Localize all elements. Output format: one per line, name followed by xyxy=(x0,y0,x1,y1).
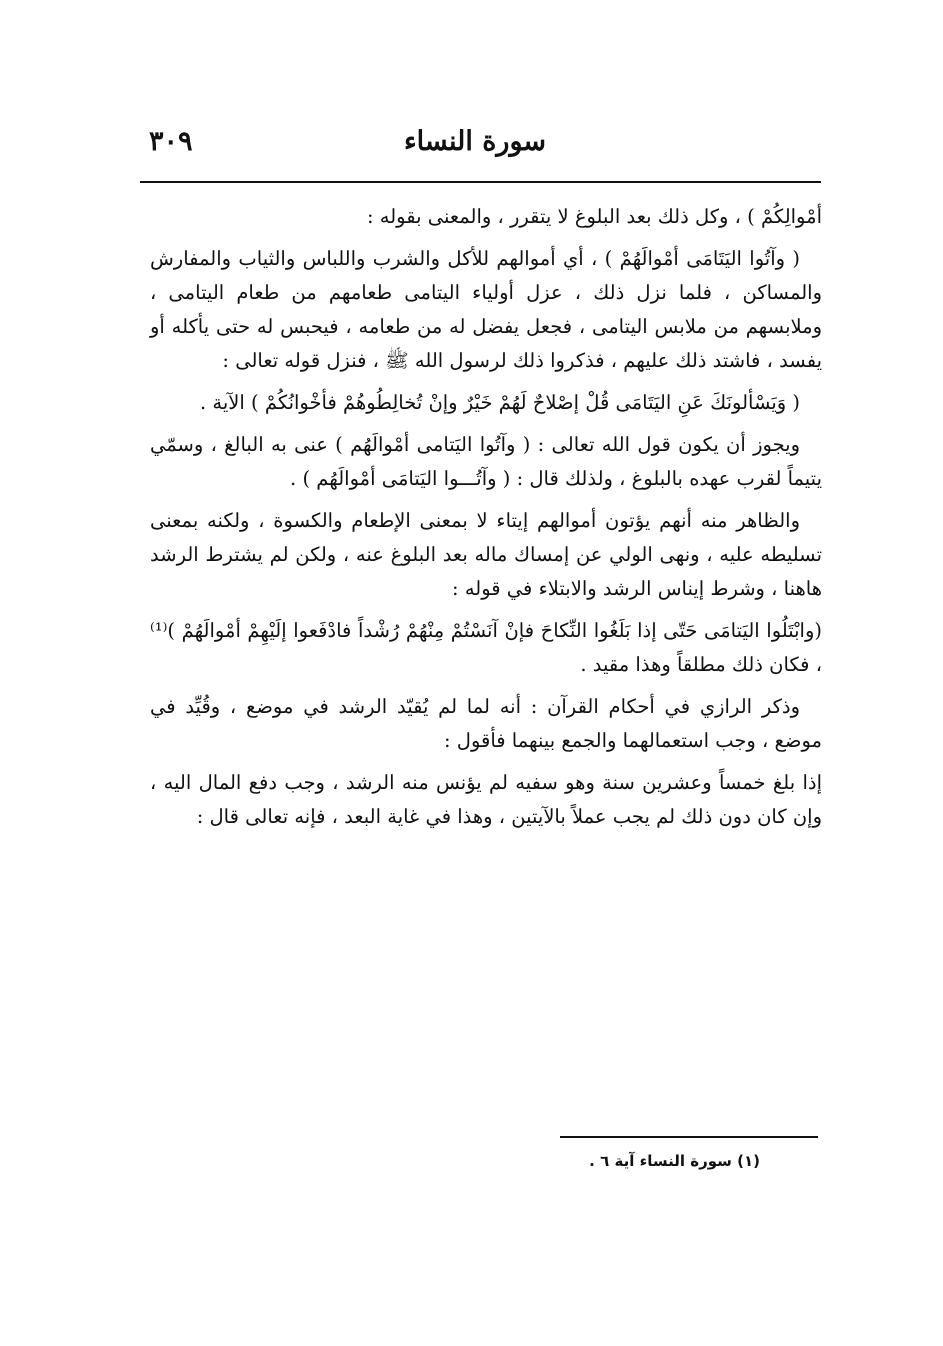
page-header xyxy=(125,118,825,178)
paragraph: والظاهر منه أنهم يؤتون أموالهم إيتاء لا بمعنى الإطعام والكسوة ، ولكنه بمعنى تسليطه عليه ، ونهى الولي عن إمساك ماله بعد البلوغ عنه ، ولكن لم يشترط الرشد هاهنا ، وشرط إيناس الرشد والابتلاء في قوله : xyxy=(150,509,822,600)
quran-verse-paragraph: (وابْتَلُوا اليَتامَى حَتّى إذا بَلَغُوا النِّكاحَ فإنْ آنَسْتُمْ مِنْهُمْ رُشْداً فادْفَعوا إلَيْهِمْ أمْوالَهُمْ )⁽¹⁾ ، فكان ذلك مطلقاً وهذا مقيد . xyxy=(150,619,822,676)
paragraph: إذا بلغ خمساً وعشرين سنة وهو سفيه لم يؤنس منه الرشد ، وجب دفع المال اليه ، وإن كان دون ذلك لم يجب عملاً بالآيتين ، وهذا في غاية البعد ، فإنه تعالى قال : xyxy=(150,771,822,828)
quran-verse-paragraph: ( وَيَسْألونَكَ عَنِ اليَتَامَى قُلْ إصْلاحٌ لَهُمْ خَيْرٌ وإنْ تُخالِطُوهُمْ فأخْوانُكُمْ ) الآية . xyxy=(200,391,800,414)
paragraph: ويجوز أن يكون قول الله تعالى : ( وآتُوا اليَتامى أمْوالَهُم ) عنى به البالغ ، وسمّي يتيماً لقرب عهده بالبلوغ ، ولذلك قال : ( وآتُـــوا اليَتامَى أمْوالَهُم ) . xyxy=(150,433,822,490)
surah-title: سورة النساء xyxy=(403,126,547,157)
page-body xyxy=(150,200,822,842)
footnote: (١) سورة النساء آية ٦ . xyxy=(589,1152,760,1170)
page-number: ٣٠٩ xyxy=(149,126,193,157)
footnote-divider xyxy=(560,1136,818,1138)
paragraph-continuation: أمْوالِكُمْ ) ، وكل ذلك بعد البلوغ لا يتقرر ، والمعنى بقوله : xyxy=(366,205,822,228)
paragraph: وذكر الرازي في أحكام القرآن : أنه لما لم يُقيّد الرشد في موضع ، وقُيِّد في موضع ، وجب استعمالهما والجمع بينهما فأقول : xyxy=(150,695,822,752)
header-divider xyxy=(140,181,821,183)
paragraph: ( وآتُوا اليَتَامَى أمْوالَهُمْ ) ، أي أموالهم للأكل والشرب واللباس والثياب والمفارش والمساكن ، فلما نزل ذلك ، عزل أولياء اليتامى طعامهم من طعام اليتامى ، وملابسهم من ملابس اليتامى ، فجعل يفضل له من طعامه ، فيحبس له حتى يأكله أو يفسد ، فاشتد ذلك عليهم ، فذكروا ذلك لرسول الله ﷺ ، فنزل قوله تعالى : xyxy=(150,247,822,372)
